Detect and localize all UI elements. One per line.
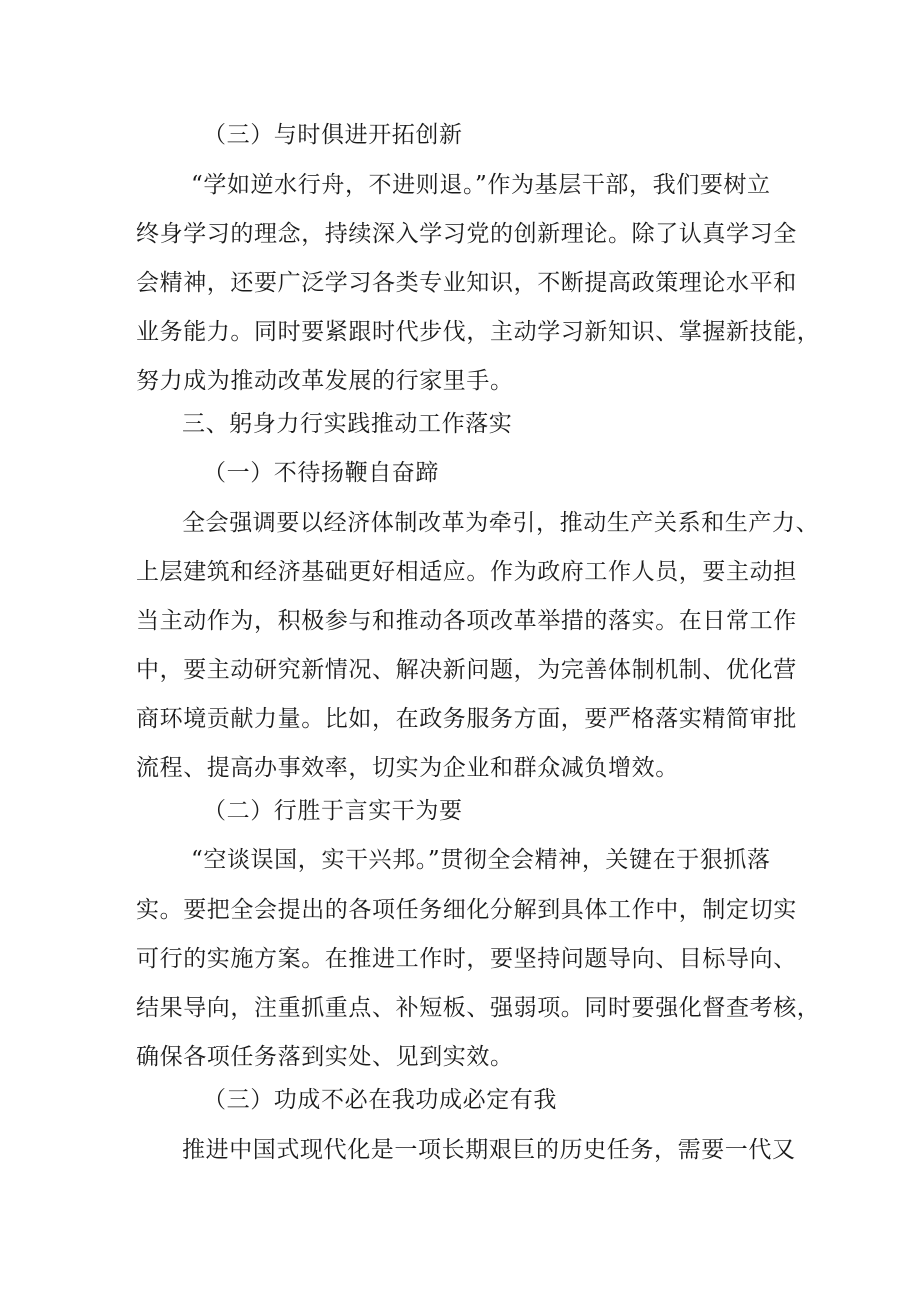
section-heading: 三、躬身力行实践推动工作落实 xyxy=(182,411,513,437)
paragraph-line: 业务能力。同时要紧跟时代步伐，主动学习新知识、掌握新技能， xyxy=(136,319,821,345)
paragraph-line: “空谈误国，实干兴邦。”贯彻全会精神，关键在于狠抓落 xyxy=(191,847,771,873)
paragraph-line: 实。要把全会提出的各项任务细化分解到具体工作中，制定切实 xyxy=(136,897,797,923)
subheading-line: （一）不待扬鞭自奋蹄 xyxy=(203,460,439,486)
subheading-line: （三）功成不必在我功成必定有我 xyxy=(203,1087,557,1113)
paragraph-line: 中，要主动研究新情况、解决新问题，为完善体制机制、优化营 xyxy=(136,657,797,683)
paragraph-line: 会精神，还要广泛学习各类专业知识，不断提高政策理论水平和 xyxy=(136,270,797,296)
subheading-line: （三）与时俱进开拓创新 xyxy=(203,122,463,148)
paragraph-line: 结果导向，注重抓重点、补短板、强弱项。同时要强化督查考核， xyxy=(136,995,821,1021)
paragraph-line: 确保各项任务落到实处、见到实效。 xyxy=(136,1044,514,1070)
paragraph-line: 全会强调要以经济体制改革为牵引，推动生产关系和生产力、 xyxy=(182,510,820,536)
paragraph-line: 推进中国式现代化是一项长期艰巨的历史任务，需要一代又 xyxy=(182,1137,796,1163)
paragraph-line: 当主动作为，积极参与和推动各项改革举措的落实。在日常工作 xyxy=(136,608,797,634)
subheading-line: （二）行胜于言实干为要 xyxy=(203,798,463,824)
paragraph-line: 可行的实施方案。在推进工作时，要坚持问题导向、目标导向、 xyxy=(136,946,797,972)
paragraph-line: “学如逆水行舟，不进则退。”作为基层干部，我们要树立 xyxy=(191,172,771,198)
paragraph-line: 上层建筑和经济基础更好相适应。作为政府工作人员，要主动担 xyxy=(136,559,797,585)
paragraph-line: 终身学习的理念，持续深入学习党的创新理论。除了认真学习全 xyxy=(136,221,797,247)
paragraph-line: 流程、提高办事效率，切实为企业和群众减负增效。 xyxy=(136,755,679,781)
paragraph-line: 商环境贡献力量。比如，在政务服务方面，要严格落实精简审批 xyxy=(136,706,797,732)
paragraph-line: 努力成为推动改革发展的行家里手。 xyxy=(136,368,514,394)
